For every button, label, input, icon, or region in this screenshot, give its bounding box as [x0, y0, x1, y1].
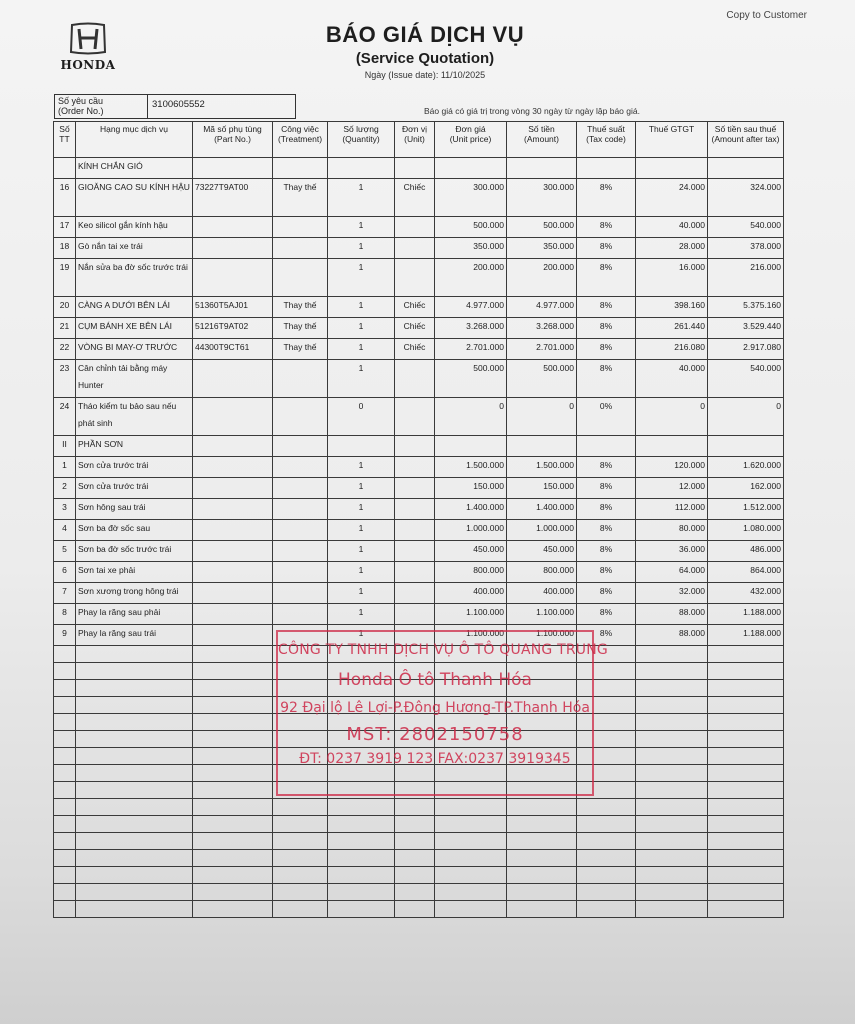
table-cell: 8% — [577, 583, 636, 604]
table-cell: 0 — [636, 398, 708, 436]
table-row — [54, 217, 784, 238]
table-cell: 216.080 — [636, 339, 708, 360]
table-cell: 80.000 — [636, 520, 708, 541]
table-cell: KÍNH CHẮN GIÓ — [76, 158, 193, 179]
table-cell — [435, 436, 507, 457]
table-cell: 2.701.000 — [435, 339, 507, 360]
table-cell: 20 — [54, 297, 76, 318]
column-header: Mã số phụ tùng (Part No.) — [193, 122, 273, 158]
column-header: Số lượng (Quantity) — [328, 122, 395, 158]
table-cell: 7 — [54, 583, 76, 604]
table-cell: 162.000 — [708, 478, 784, 499]
table-cell: Chiếc — [395, 297, 435, 318]
table-row — [54, 259, 784, 297]
order-number: 3100605552 — [152, 99, 205, 110]
table-row — [54, 297, 784, 318]
table-cell: 540.000 — [708, 217, 784, 238]
table-cell: 8% — [577, 297, 636, 318]
table-cell: 800.000 — [435, 562, 507, 583]
table-cell: 1 — [328, 360, 395, 398]
table-cell — [395, 604, 435, 625]
table-cell — [708, 158, 784, 179]
table-cell: GIOĂNG CAO SU KÍNH HẬU — [76, 179, 193, 217]
table-cell: 350.000 — [507, 238, 577, 259]
column-header: Số TT — [54, 122, 76, 158]
table-cell — [273, 217, 328, 238]
table-header-row — [54, 122, 784, 158]
table-cell: Chiếc — [395, 318, 435, 339]
table-cell: 1 — [328, 297, 395, 318]
order-label: Số yêu cầu (Order No.) — [55, 95, 148, 118]
table-cell: 1 — [328, 238, 395, 259]
table-cell — [193, 499, 273, 520]
empty-row — [54, 850, 784, 867]
table-cell: 4.977.000 — [435, 297, 507, 318]
table-cell: 300.000 — [435, 179, 507, 217]
validity-note: Báo giá có giá trị trong vòng 30 ngày từ ngày lập báo giá. — [424, 106, 640, 116]
table-cell — [577, 436, 636, 457]
table-cell: 36.000 — [636, 541, 708, 562]
table-cell — [54, 158, 76, 179]
table-cell: 1.500.000 — [435, 457, 507, 478]
table-cell: 1.100.000 — [507, 604, 577, 625]
table-cell: 864.000 — [708, 562, 784, 583]
table-cell: 1 — [328, 457, 395, 478]
table-cell: 1.512.000 — [708, 499, 784, 520]
table-row — [54, 457, 784, 478]
table-cell: 1 — [328, 318, 395, 339]
table-cell — [328, 436, 395, 457]
table-cell: Thay thế — [273, 297, 328, 318]
table-cell: 1 — [328, 259, 395, 297]
table-cell: 5.375.160 — [708, 297, 784, 318]
table-cell: 1.100.000 — [435, 604, 507, 625]
table-row — [54, 179, 784, 217]
column-header: Số tiền sau thuế (Amount after tax) — [708, 122, 784, 158]
table-cell: Sơn tai xe phải — [76, 562, 193, 583]
table-cell — [507, 436, 577, 457]
column-header: Đơn giá (Unit price) — [435, 122, 507, 158]
table-cell: II — [54, 436, 76, 457]
table-row — [54, 398, 784, 436]
table-cell — [395, 238, 435, 259]
table-cell: 24 — [54, 398, 76, 436]
table-cell: 8% — [577, 541, 636, 562]
table-cell: 5 — [54, 541, 76, 562]
table-cell: 16.000 — [636, 259, 708, 297]
table-cell: 19 — [54, 259, 76, 297]
table-cell: Sơn xương trong hông trái — [76, 583, 193, 604]
table-cell: 8% — [577, 318, 636, 339]
table-cell: 800.000 — [507, 562, 577, 583]
table-cell — [395, 360, 435, 398]
table-cell: 1.100.000 — [435, 625, 507, 646]
table-cell — [193, 457, 273, 478]
table-cell — [193, 520, 273, 541]
table-cell — [273, 499, 328, 520]
table-cell — [193, 238, 273, 259]
stamp-dealer-name: Honda Ô tô Thanh Hóa — [338, 670, 532, 690]
honda-logo — [52, 22, 124, 72]
table-cell: Sơn ba đờ sốc sau — [76, 520, 193, 541]
table-cell: Chiếc — [395, 339, 435, 360]
table-cell: PHẦN SƠN — [76, 436, 193, 457]
table-cell — [273, 541, 328, 562]
table-cell — [193, 360, 273, 398]
table-body — [54, 158, 784, 918]
table-cell: 450.000 — [435, 541, 507, 562]
table-cell: Chiếc — [395, 179, 435, 217]
table-row — [54, 339, 784, 360]
table-cell: Sơn ba đờ sốc trước trái — [76, 541, 193, 562]
table-cell — [708, 436, 784, 457]
table-cell: 540.000 — [708, 360, 784, 398]
table-cell: 8% — [577, 499, 636, 520]
column-header: Công việc (Treatment) — [273, 122, 328, 158]
table-cell — [273, 360, 328, 398]
table-cell — [507, 158, 577, 179]
table-cell — [395, 259, 435, 297]
table-cell: 500.000 — [435, 217, 507, 238]
column-header: Thuế suất (Tax code) — [577, 122, 636, 158]
table-cell: 1.188.000 — [708, 625, 784, 646]
table-cell: Sơn cửa trước trái — [76, 478, 193, 499]
table-cell — [273, 562, 328, 583]
table-cell: 261.440 — [636, 318, 708, 339]
table-cell: Phay la răng sau phải — [76, 604, 193, 625]
table-cell: CỤM BÁNH XE BÊN LÁI — [76, 318, 193, 339]
table-cell — [193, 158, 273, 179]
table-cell: 8% — [577, 625, 636, 646]
table-cell: 378.000 — [708, 238, 784, 259]
table-cell: VÒNG BI MAY-Ơ TRƯỚC — [76, 339, 193, 360]
table-cell: 0% — [577, 398, 636, 436]
table-cell: 8% — [577, 238, 636, 259]
table-cell: 0 — [708, 398, 784, 436]
table-cell: 44300T9CT61 — [193, 339, 273, 360]
issue-date: Ngày (Issue date): 11/10/2025 — [364, 70, 486, 80]
table-cell: 8% — [577, 217, 636, 238]
table-cell: 0 — [507, 398, 577, 436]
table-cell: 398.160 — [636, 297, 708, 318]
table-cell: 3.529.440 — [708, 318, 784, 339]
table-cell: 18 — [54, 238, 76, 259]
table-cell: 1.000.000 — [507, 520, 577, 541]
table-row — [54, 604, 784, 625]
table-cell — [273, 158, 328, 179]
empty-row — [54, 867, 784, 884]
table-cell — [193, 259, 273, 297]
table-cell — [273, 520, 328, 541]
table-cell: 1.400.000 — [435, 499, 507, 520]
table-cell: 4.977.000 — [507, 297, 577, 318]
table-cell: Cân chỉnh tải bằng máy Hunter — [76, 360, 193, 398]
table-cell: 1 — [328, 339, 395, 360]
table-row — [54, 541, 784, 562]
table-cell — [395, 478, 435, 499]
table-row — [54, 238, 784, 259]
table-cell: 2.917.080 — [708, 339, 784, 360]
table-cell — [395, 457, 435, 478]
table-cell: 500.000 — [507, 360, 577, 398]
document-title-block — [280, 22, 570, 80]
table-cell: 1.188.000 — [708, 604, 784, 625]
table-cell — [193, 398, 273, 436]
table-cell: 8% — [577, 520, 636, 541]
table-cell: Thay thế — [273, 179, 328, 217]
table-cell: Sơn hông sau trái — [76, 499, 193, 520]
table-cell — [636, 158, 708, 179]
table-cell — [273, 259, 328, 297]
table-cell — [193, 217, 273, 238]
table-cell: 150.000 — [507, 478, 577, 499]
table-cell: 450.000 — [507, 541, 577, 562]
table-cell — [193, 583, 273, 604]
table-cell: 486.000 — [708, 541, 784, 562]
table-cell — [636, 436, 708, 457]
table-cell: 432.000 — [708, 583, 784, 604]
table-cell — [273, 238, 328, 259]
table-cell: 8% — [577, 339, 636, 360]
table-cell: 1 — [328, 478, 395, 499]
table-cell: 1 — [328, 541, 395, 562]
empty-row — [54, 901, 784, 918]
table-cell: 17 — [54, 217, 76, 238]
table-cell: 8% — [577, 457, 636, 478]
table-cell — [193, 562, 273, 583]
table-cell: 300.000 — [507, 179, 577, 217]
table-cell: 16 — [54, 179, 76, 217]
quotation-table — [53, 121, 784, 918]
table-cell: 21 — [54, 318, 76, 339]
table-cell: 24.000 — [636, 179, 708, 217]
table-cell: 23 — [54, 360, 76, 398]
table-cell: 1.100.000 — [507, 625, 577, 646]
stamp-address: 92 Đại lộ Lê Lợi-P.Đông Hương-TP.Thanh Hóa — [280, 700, 590, 716]
empty-row — [54, 799, 784, 816]
table-cell: CÀNG A DƯỚI BÊN LÁI — [76, 297, 193, 318]
table-cell: 1 — [328, 499, 395, 520]
table-cell: 3.268.000 — [435, 318, 507, 339]
table-cell: Thay thế — [273, 339, 328, 360]
table-cell — [273, 398, 328, 436]
table-cell — [395, 520, 435, 541]
table-cell: 64.000 — [636, 562, 708, 583]
table-cell: 1 — [54, 457, 76, 478]
table-cell: 400.000 — [507, 583, 577, 604]
table-cell: 32.000 — [636, 583, 708, 604]
table-cell: 1 — [328, 625, 395, 646]
table-cell — [395, 158, 435, 179]
table-cell: 200.000 — [507, 259, 577, 297]
honda-wing-icon — [68, 22, 108, 56]
table-cell — [193, 436, 273, 457]
table-cell: Phay la răng sau trái — [76, 625, 193, 646]
table-cell — [273, 436, 328, 457]
table-row — [54, 158, 784, 179]
empty-row — [54, 816, 784, 833]
table-cell: 1.080.000 — [708, 520, 784, 541]
table-cell: 150.000 — [435, 478, 507, 499]
stamp-tax-code: MST: 2802150758 — [346, 724, 524, 745]
table-row — [54, 520, 784, 541]
table-cell: 8% — [577, 478, 636, 499]
table-cell — [273, 604, 328, 625]
table-cell: 8% — [577, 259, 636, 297]
table-cell: 350.000 — [435, 238, 507, 259]
table-cell: 120.000 — [636, 457, 708, 478]
table-cell: 1 — [328, 520, 395, 541]
table-cell: Nắn sửa ba đờ sốc trước trái — [76, 259, 193, 297]
table-cell: 3 — [54, 499, 76, 520]
table-row — [54, 562, 784, 583]
table-cell: 1 — [328, 562, 395, 583]
table-cell: 500.000 — [435, 360, 507, 398]
order-number-box — [54, 94, 296, 119]
table-cell — [395, 499, 435, 520]
table-cell: 0 — [328, 398, 395, 436]
table-cell — [273, 457, 328, 478]
table-cell: 112.000 — [636, 499, 708, 520]
stamp-phone-fax: ĐT: 0237 3919 123 FAX:0237 3919345 — [299, 751, 571, 767]
table-cell: 4 — [54, 520, 76, 541]
table-cell — [273, 478, 328, 499]
table-row — [54, 478, 784, 499]
table-cell: 400.000 — [435, 583, 507, 604]
table-cell: 12.000 — [636, 478, 708, 499]
table-cell: 500.000 — [507, 217, 577, 238]
table-cell: 8 — [54, 604, 76, 625]
table-cell: 51360T5AJ01 — [193, 297, 273, 318]
table-cell — [395, 436, 435, 457]
empty-row — [54, 833, 784, 850]
document-subtitle: (Service Quotation) — [355, 50, 495, 67]
table-cell: 1 — [328, 604, 395, 625]
table-cell: 6 — [54, 562, 76, 583]
table-cell — [435, 158, 507, 179]
table-cell: 1.400.000 — [507, 499, 577, 520]
table-cell: 73227T9AT00 — [193, 179, 273, 217]
table-cell: 1.500.000 — [507, 457, 577, 478]
table-cell: 1 — [328, 179, 395, 217]
table-cell: 51216T9AT02 — [193, 318, 273, 339]
table-cell: 3.268.000 — [507, 318, 577, 339]
column-header: Đơn vị (Unit) — [395, 122, 435, 158]
table-cell — [395, 562, 435, 583]
table-cell: 216.000 — [708, 259, 784, 297]
table-cell — [193, 604, 273, 625]
table-cell: 2 — [54, 478, 76, 499]
table-row — [54, 499, 784, 520]
table-cell: 2.701.000 — [507, 339, 577, 360]
table-cell: Tháo kiểm tu bảo sau nếu phát sinh — [76, 398, 193, 436]
table-cell: 88.000 — [636, 625, 708, 646]
column-header: Thuế GTGT — [636, 122, 708, 158]
brand-name: HONDA — [60, 58, 116, 72]
table-cell: 8% — [577, 604, 636, 625]
table-cell: 40.000 — [636, 217, 708, 238]
table-cell: Gò nắn tai xe trái — [76, 238, 193, 259]
table-cell: 9 — [54, 625, 76, 646]
company-stamp — [276, 630, 608, 796]
table-cell: Thay thế — [273, 318, 328, 339]
table-row — [54, 318, 784, 339]
table-cell: 8% — [577, 179, 636, 217]
table-row — [54, 360, 784, 398]
table-cell: 8% — [577, 562, 636, 583]
table-cell — [395, 541, 435, 562]
stamp-company-name: CÔNG TY TNHH DỊCH VỤ Ô TÔ QUANG TRUNG — [278, 642, 608, 658]
table-cell: Keo silicol gắn kính hậu — [76, 217, 193, 238]
table-row — [54, 583, 784, 604]
table-cell — [273, 583, 328, 604]
table-cell — [193, 541, 273, 562]
column-header: Hạng mục dịch vụ — [76, 122, 193, 158]
table-cell: 1.620.000 — [708, 457, 784, 478]
table-cell: 200.000 — [435, 259, 507, 297]
copy-label: Copy to Customer — [726, 10, 807, 21]
table-cell — [193, 625, 273, 646]
table-cell: 0 — [435, 398, 507, 436]
table-cell — [395, 217, 435, 238]
table-cell — [395, 583, 435, 604]
table-cell: 1.000.000 — [435, 520, 507, 541]
table-cell: 28.000 — [636, 238, 708, 259]
table-cell: 8% — [577, 360, 636, 398]
table-cell — [577, 158, 636, 179]
table-cell: 1 — [328, 217, 395, 238]
table-cell — [193, 478, 273, 499]
table-cell: 1 — [328, 583, 395, 604]
table-cell: 88.000 — [636, 604, 708, 625]
table-cell — [395, 398, 435, 436]
table-row — [54, 436, 784, 457]
table-cell: 324.000 — [708, 179, 784, 217]
empty-row — [54, 884, 784, 901]
table-cell: 22 — [54, 339, 76, 360]
column-header: Số tiền (Amount) — [507, 122, 577, 158]
table-cell: 40.000 — [636, 360, 708, 398]
table-cell: Sơn cửa trước trái — [76, 457, 193, 478]
document-title: BÁO GIÁ DỊCH VỤ — [325, 22, 525, 47]
table-cell — [328, 158, 395, 179]
